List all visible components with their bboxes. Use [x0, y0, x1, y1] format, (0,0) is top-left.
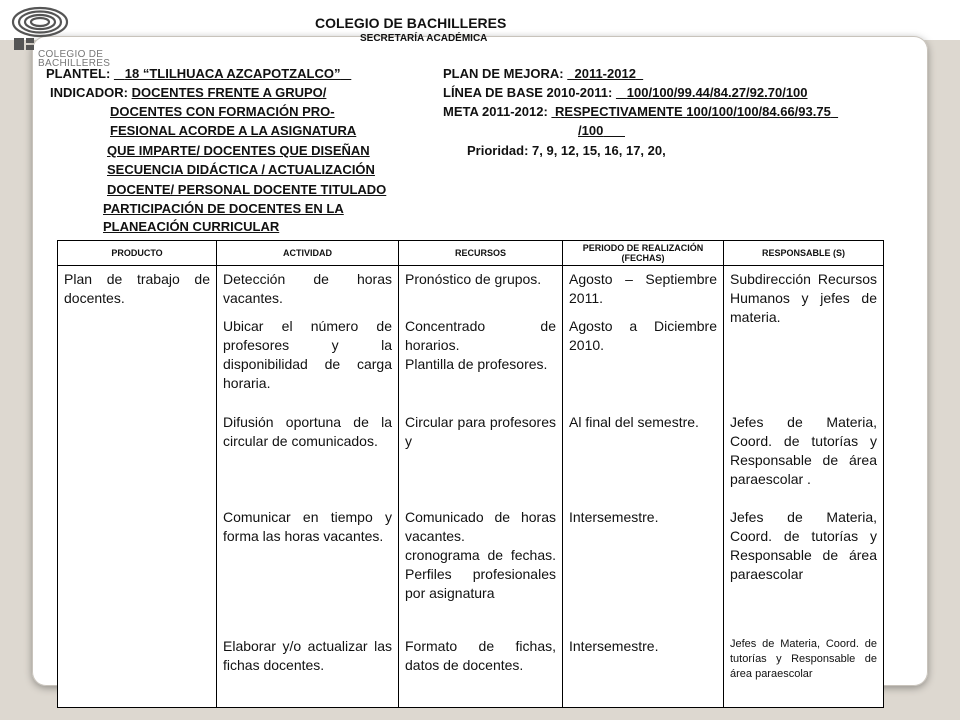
recurso-item: Circular para profesores y	[405, 414, 556, 449]
actividad-item: Elaborar y/o actualizar las fichas docentes.	[223, 638, 392, 673]
meta-label: META 2011-2012:	[443, 104, 548, 119]
prioridad-line: Prioridad: 7, 9, 12, 15, 16, 17, 20,	[467, 143, 666, 158]
plantel-value-text: 18 “TLILHUACA AZCAPOTZALCO”	[124, 66, 341, 81]
actividad-item: Difusión oportuna de la circular de comunicados.	[223, 414, 392, 449]
producto-text: Plan de trabajo de docentes.	[64, 271, 210, 306]
plan-label: PLAN DE MEJORA:	[443, 66, 564, 81]
recurso-item: Pronóstico de grupos.	[405, 271, 542, 287]
table-row	[58, 266, 884, 708]
indicador-line-4: QUE IMPARTE/ DOCENTES QUE DISEÑAN	[107, 143, 370, 158]
logo-text-line-2: BACHILLERES	[38, 58, 111, 69]
spiral-logo-icon	[10, 6, 70, 52]
base-value	[616, 85, 808, 100]
plan-value-text: 2011-2012	[574, 66, 636, 81]
plantel-line	[46, 64, 351, 84]
department-subtitle: SECRETARÍA ACADÉMICA	[360, 33, 488, 44]
action-plan-table	[57, 240, 884, 708]
actividad-item: Ubicar el número de profesores y la disponibilidad de carga horaria.	[223, 318, 392, 391]
header-producto: PRODUCTO	[58, 241, 217, 266]
periodo-item: Intersemestre.	[569, 509, 659, 525]
actividad-item: Comunicar en tiempo y forma las horas vacantes.	[223, 509, 392, 544]
plantel-label: PLANTEL:	[46, 66, 111, 81]
plan-value	[567, 66, 643, 81]
indicador-line-6: DOCENTE/ PERSONAL DOCENTE TITULADO	[107, 182, 387, 197]
header-periodo: PERIODO DE REALIZACIÓN (FECHAS)	[563, 241, 724, 266]
indicador-line-7: PARTICIPACIÓN DE DOCENTES EN LA	[103, 201, 344, 216]
base-value-text: 100/100/99.44/84.27/92.70/100	[626, 85, 808, 100]
producto-cell	[58, 266, 217, 708]
actividad-item: Detección de horas vacantes.	[223, 271, 392, 306]
institution-title: COLEGIO DE BACHILLERES	[315, 15, 507, 31]
colegio-logo	[10, 6, 130, 72]
recurso-item: cronograma de fechas. Perfiles profesionales por asignatura	[405, 547, 556, 601]
indicador-line-2: DOCENTES CON FORMACIÓN PRO-	[110, 104, 335, 119]
recurso-item: Plantilla de profesores.	[405, 356, 548, 372]
recurso-item: Comunicado de horas vacantes.	[405, 509, 556, 544]
table-header-row	[58, 241, 884, 266]
periodo-item: Intersemestre.	[569, 638, 659, 654]
recurso-item: Concentrado de horarios.	[405, 318, 556, 353]
indicador-line-5: SECUENCIA DIDÁCTICA / ACTUALIZACIÓN	[107, 162, 375, 177]
meta-line	[443, 102, 838, 122]
plantel-value	[114, 66, 351, 81]
responsable-item: Jefes de Materia, Coord. de tutorías y Responsable de área paraescolar	[730, 509, 877, 582]
indicador-line-3: FESIONAL ACORDE A LA ASIGNATURA	[110, 123, 357, 138]
indicador-line-1: DOCENTES FRENTE A GRUPO/	[131, 85, 327, 100]
periodo-item: Al final del semestre.	[569, 414, 699, 430]
plan-line	[443, 64, 643, 84]
recursos-cell	[399, 266, 563, 708]
header-actividad: ACTIVIDAD	[217, 241, 399, 266]
periodo-cell	[563, 266, 724, 708]
logo-text-line-1: COLEGIO DE	[38, 49, 104, 60]
meta-value	[551, 104, 838, 119]
indicador-line-8: PLANEACIÓN CURRICULAR	[103, 219, 280, 234]
periodo-item: Agosto – Septiembre 2011.	[569, 271, 717, 306]
header-recursos: RECURSOS	[399, 241, 563, 266]
recurso-item: Formato de fichas, datos de docentes.	[405, 638, 556, 673]
responsable-cell	[724, 266, 884, 708]
responsable-item: Jefes de Materia, Coord. de tutorías y Responsable de área paraescolar .	[730, 414, 877, 487]
responsable-item: Jefes de Materia, Coord. de tutorías y Responsable de área paraescolar	[730, 638, 877, 680]
base-line	[443, 83, 808, 103]
indicador-line	[50, 83, 326, 103]
indicador-label: INDICADOR:	[50, 85, 128, 100]
periodo-item: Agosto a Diciembre 2010.	[569, 318, 717, 353]
header-responsable: RESPONSABLE (S)	[724, 241, 884, 266]
responsable-item: Subdirección Recursos Humanos y jefes de materia.	[730, 271, 877, 325]
actividad-cell	[217, 266, 399, 708]
meta-value-2	[578, 121, 625, 141]
meta-value-2-text: /100	[578, 123, 604, 138]
meta-value-text: RESPECTIVAMENTE 100/100/100/84.66/93.75	[555, 104, 831, 119]
base-label: LÍNEA DE BASE 2010-2011:	[443, 85, 613, 100]
